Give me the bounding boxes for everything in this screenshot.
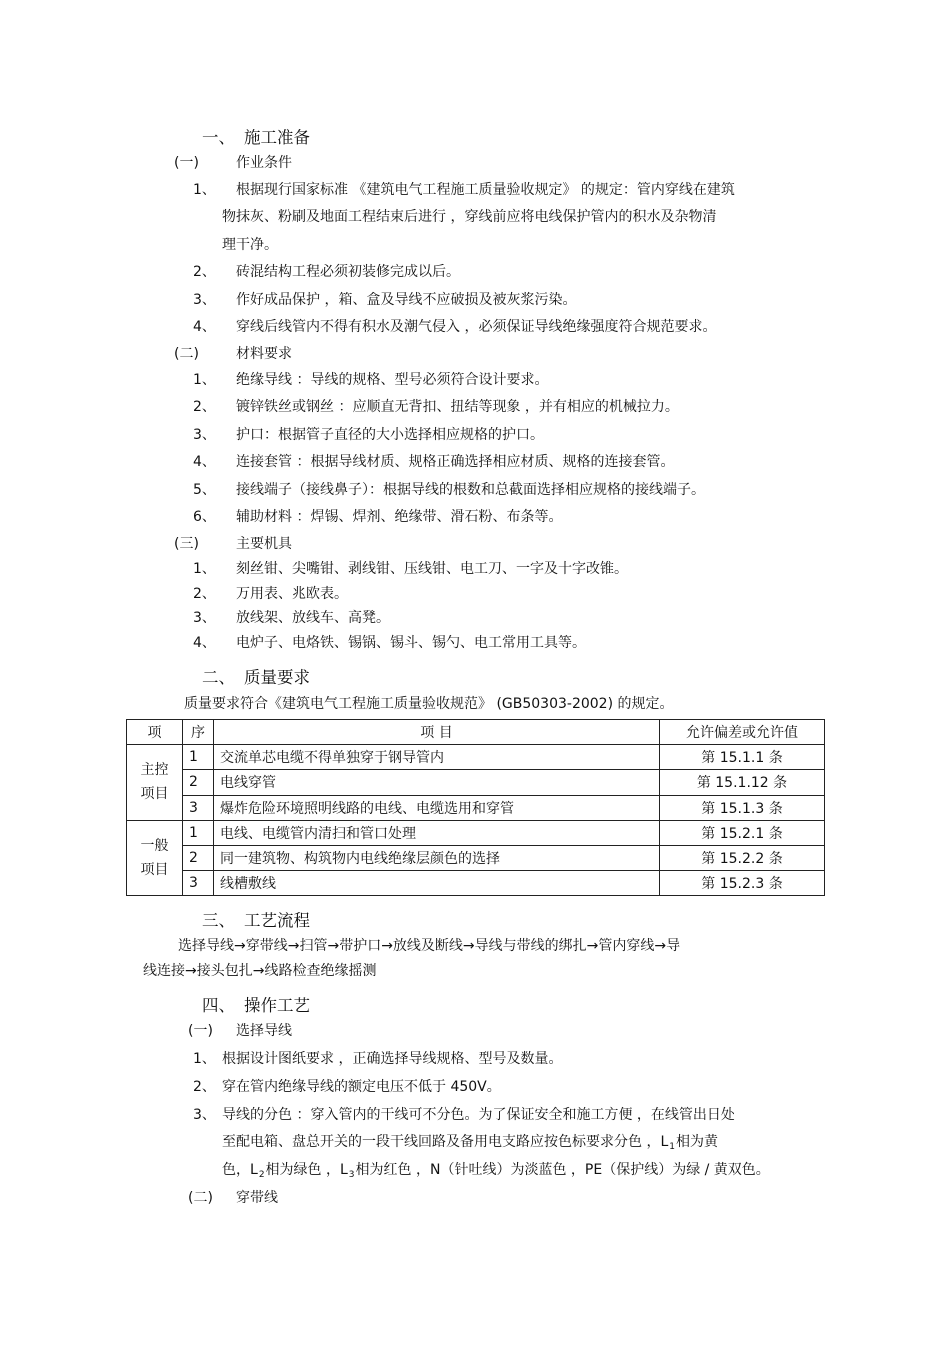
group-label: 主控项目 xyxy=(127,745,183,821)
row-ref: 第 15.1.1 条 xyxy=(660,745,825,770)
item-text: 连接套管 ：根据导线材质、规格正确选择相应材质、规格的连接套管。 xyxy=(236,454,675,470)
table-row xyxy=(127,871,825,896)
item-number: 6、 xyxy=(193,509,216,525)
sub-4-2-title: 穿带线 xyxy=(236,1190,278,1206)
item-text: 刻丝钳、尖嘴钳、剥线钳、压线钳、电工刀、一字及十字改锥。 xyxy=(236,561,628,577)
item-number: 3、 xyxy=(193,292,216,308)
item-number: 4、 xyxy=(193,319,216,335)
row-number: 2 xyxy=(183,770,214,795)
item-text: 放线架、放线车、高凳。 xyxy=(236,610,390,626)
item-text: 作好成品保护 ，箱、盒及导线不应破损及被灰浆污染。 xyxy=(236,292,577,308)
section-1-number: 一、 xyxy=(202,128,235,147)
row-number: 1 xyxy=(183,745,214,770)
subscript: 1 xyxy=(669,1142,675,1152)
subscript: 3 xyxy=(348,1170,355,1180)
sub-4-1-number: (一) xyxy=(188,1023,213,1039)
item-number: 3、 xyxy=(193,427,216,443)
item-text xyxy=(222,1133,718,1153)
item-text: 物抹灰、粉刷及地面工程结束后进行 ，穿线前应将电线保护管内的积水及杂物清 xyxy=(222,209,717,225)
row-ref: 第 15.2.1 条 xyxy=(660,820,825,845)
table-header: 项 目 xyxy=(214,720,660,745)
row-number: 3 xyxy=(183,871,214,896)
item-number: 3、 xyxy=(193,610,216,626)
row-ref: 第 15.1.12 条 xyxy=(660,770,825,795)
sub-1-2-title: 材料要求 xyxy=(236,346,292,362)
row-item: 线槽敷线 xyxy=(214,871,660,896)
item-text: 砖混结构工程必须初装修完成以后。 xyxy=(236,264,460,280)
item-text: 绝缘导线 ：导线的规格、型号必须符合设计要求。 xyxy=(236,372,549,388)
item-text-part: 相为红色 ，N（针吐线）为淡蓝色 ，PE（保护线）为绿 / 黄双色。 xyxy=(355,1162,770,1178)
item-number: 2、 xyxy=(193,1079,216,1095)
item-number: 1、 xyxy=(193,1051,216,1067)
item-text: 导线的分色 ：穿入管内的干线可不分色。为了保证安全和施工方便 ，在线管出日处 xyxy=(222,1107,735,1123)
item-text xyxy=(222,1161,770,1181)
group-label: 一般项目 xyxy=(127,820,183,896)
row-item: 交流单芯电缆不得单独穿于钢导管内 xyxy=(214,745,660,770)
item-text: 穿线后线管内不得有积水及潮气侵入 ，必须保证导线绝缘强度符合规范要求。 xyxy=(236,319,717,335)
item-text: 穿在管内绝缘导线的额定电压不低于 450V。 xyxy=(222,1079,501,1095)
item-text: 万用表、兆欧表。 xyxy=(236,586,348,602)
item-text-part: 色，L xyxy=(222,1162,258,1178)
row-item: 电线、电缆管内清扫和管口处理 xyxy=(214,820,660,845)
table-row xyxy=(127,745,825,770)
item-text: 根据现行国家标准 《建筑电气工程施工质量验收规定》 的规定：管内穿线在建筑 xyxy=(236,182,735,198)
item-text: 理干净。 xyxy=(222,237,278,253)
item-text: 电炉子、电烙铁、锡锅、锡斗、锡勺、电工常用工具等。 xyxy=(236,635,586,651)
item-number: 1、 xyxy=(193,372,216,388)
table-row xyxy=(127,845,825,870)
item-number: 3、 xyxy=(193,1107,216,1123)
item-number: 2、 xyxy=(193,586,216,602)
row-ref: 第 15.2.3 条 xyxy=(660,871,825,896)
sub-4-2-number: (二) xyxy=(188,1190,213,1206)
item-number: 5、 xyxy=(193,482,216,498)
row-item: 电线穿管 xyxy=(214,770,660,795)
item-number: 4、 xyxy=(193,635,216,651)
item-text: 接线端子（接线鼻子）：根据导线的根数和总截面选择相应规格的接线端子。 xyxy=(236,482,705,498)
process-flow-line: 线连接→接头包扎→线路检查绝缘摇测 xyxy=(143,963,377,979)
item-number: 4、 xyxy=(193,454,216,470)
section-2-number: 二、 xyxy=(202,668,235,687)
sub-1-3-number: (三) xyxy=(174,536,199,552)
row-number: 3 xyxy=(183,795,214,820)
item-number: 2、 xyxy=(193,264,216,280)
row-number: 2 xyxy=(183,845,214,870)
row-number: 1 xyxy=(183,820,214,845)
item-number: 1、 xyxy=(193,561,216,577)
table-row xyxy=(127,795,825,820)
item-number: 2、 xyxy=(193,399,216,415)
item-text: 根据设计图纸要求 ，正确选择导线规格、型号及数量。 xyxy=(222,1051,563,1067)
table-header-row xyxy=(127,720,825,745)
item-text-part: 相为绿色 ，L xyxy=(265,1162,348,1178)
section-3-title: 工艺流程 xyxy=(244,911,310,930)
sub-1-3-title: 主要机具 xyxy=(236,536,292,552)
table-header: 序 xyxy=(183,720,214,745)
quality-intro: 质量要求符合《建筑电气工程施工质量验收规范》 (GB50303-2002) 的规定。 xyxy=(184,696,674,712)
process-flow-line: 选择导线→穿带线→扫管→带护口→放线及断线→导线与带线的绑扎→管内穿线→导 xyxy=(178,938,681,954)
table-header: 允许偏差或允许值 xyxy=(660,720,825,745)
sub-1-1-title: 作业条件 xyxy=(236,155,292,171)
subscript: 2 xyxy=(258,1170,265,1180)
item-text-part: 至配电箱、盘总开关的一段干线回路及备用电支路应按色标要求分色 ，L xyxy=(222,1134,669,1150)
item-text: 辅助材料 ：焊锡、焊剂、绝缘带、滑石粉、布条等。 xyxy=(236,509,563,525)
sub-1-1-number: (一) xyxy=(174,155,199,171)
item-number: 1、 xyxy=(193,182,216,198)
section-3-number: 三、 xyxy=(202,911,235,930)
section-4-title: 操作工艺 xyxy=(244,996,310,1015)
quality-table xyxy=(126,719,825,896)
item-text: 护口：根据管子直径的大小选择相应规格的护口。 xyxy=(236,427,544,443)
item-text-part: 相为黄 xyxy=(675,1134,718,1150)
sub-4-1-title: 选择导线 xyxy=(236,1023,292,1039)
section-1-title: 施工准备 xyxy=(244,128,310,147)
section-2-title: 质量要求 xyxy=(244,668,310,687)
item-text: 镀锌铁丝或钢丝 ：应顺直无背扣、扭结等现象 ，并有相应的机械拉力。 xyxy=(236,399,679,415)
row-ref: 第 15.2.2 条 xyxy=(660,845,825,870)
row-item: 同一建筑物、构筑物内电线绝缘层颜色的选择 xyxy=(214,845,660,870)
section-4-number: 四、 xyxy=(202,996,235,1015)
table-row xyxy=(127,820,825,845)
table-header: 项 xyxy=(127,720,183,745)
sub-1-2-number: (二) xyxy=(174,346,199,362)
row-item: 爆炸危险环境照明线路的电线、电缆选用和穿管 xyxy=(214,795,660,820)
row-ref: 第 15.1.3 条 xyxy=(660,795,825,820)
table-row xyxy=(127,770,825,795)
